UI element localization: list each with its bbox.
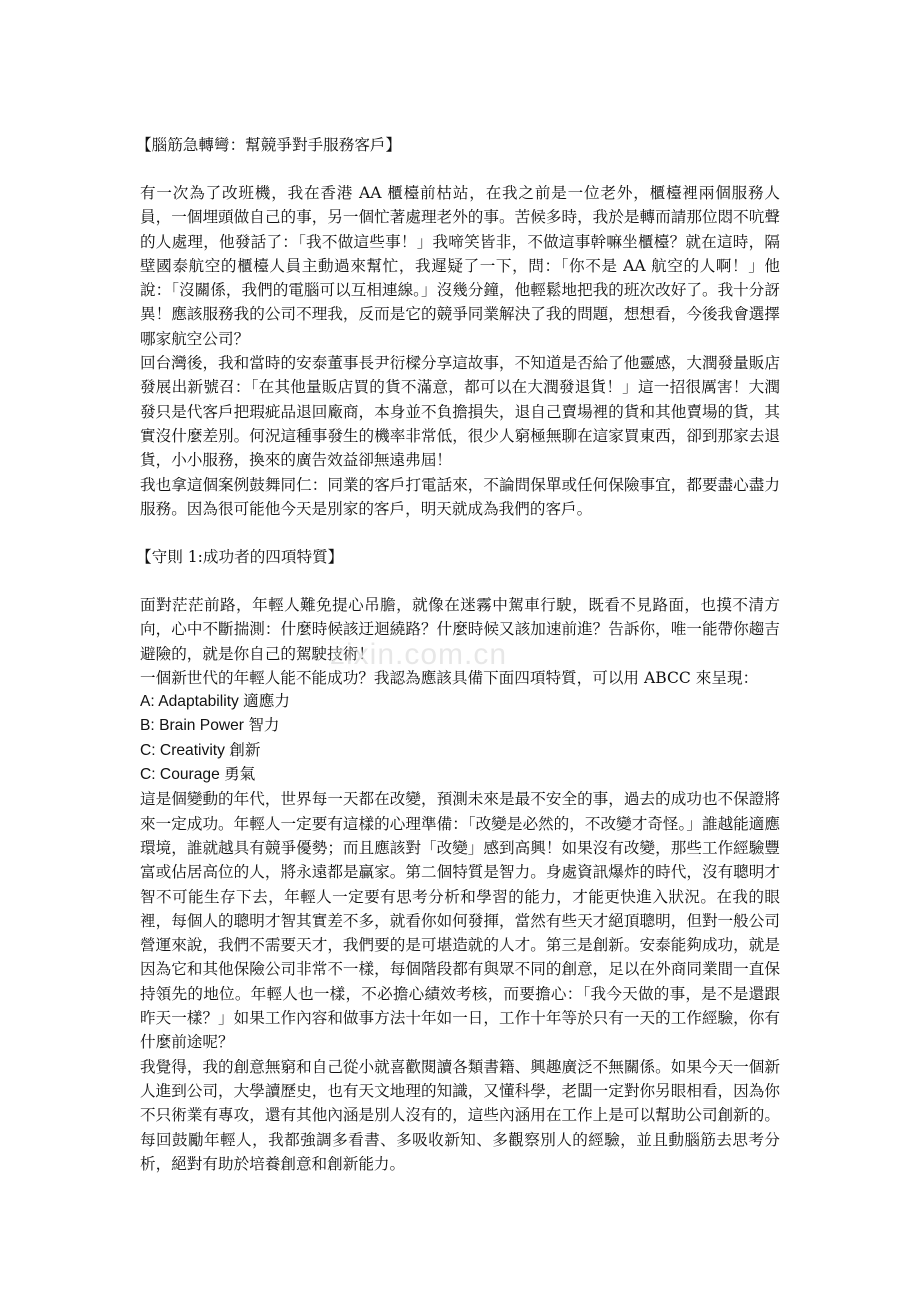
- paragraph: 有一次為了改班機，我在香港 AA 櫃檯前枯站，在我之前是一位老外，櫃檯裡兩個服務人員，一個埋頭做自己的事，另一個忙著處理老外的事。苦候多時，我於是轉而請那位悶不吭聲的人處理，他發話了：「我不做這些事！」我啼笑皆非，不做這事幹嘛坐櫃檯？就在這時，隔壁國泰航空的櫃檯人員主動過來幫忙，我遲疑了一下，問：「你不是 AA 航空的人啊！」他說：「沒關係，我們的電腦可以互相連線。」沒幾分鐘，他輕鬆地把我的班次改好了。我十分訝異！應該服務我的公司不理我，反而是它的競爭同業解決了我的問題，想想看，今後我會選擇哪家航空公司？: [140, 184, 780, 348]
- paragraph: 面對茫茫前路，年輕人難免提心吊膽，就像在迷霧中駕車行駛，既看不見路面，也摸不清方向，心中不斷揣測：什麼時候該迂迴繞路？什麼時候又該加速前進？告訴你，唯一能帶你趨吉避險的，就是你自己的駕駛技術！: [140, 596, 780, 663]
- trait-adaptability: A: Adaptability 適應力: [140, 693, 290, 711]
- watermark: zixin.com.cn: [330, 638, 508, 671]
- trait-creativity: C: Creativity 創新: [140, 741, 261, 759]
- section-heading-brain-teaser: 【腦筋急轉彎：幫競爭對手服務客戶】: [136, 136, 402, 154]
- paragraph: 我也拿這個案例鼓舞同仁：同業的客戶打電話來，不論問保單或任何保險事宜，都要盡心盡力服務。因為很可能他今天是別家的客戶，明天就成為我們的客戶。: [140, 475, 780, 518]
- section-body-brain-teaser: [140, 181, 780, 521]
- trait-brain-power: B: Brain Power 智力: [140, 717, 280, 735]
- paragraph: 這是個變動的年代，世界每一天都在改變，預測未來是最不安全的事，過去的成功也不保證將來一定成功。年輕人一定要有這樣的心理準備：「改變是必然的，不改變才奇怪。」誰越能適應環境，誰就越具有競爭優勢；而且應該對「改變」感到高興！如果沒有改變，那些工作經驗豐富或佔居高位的人，將永遠都是贏家。第二個特質是智力。身處資訊爆炸的時代，沒有聰明才智不可能生存下去，年輕人一定要有思考分析和學習的能力，才能更快進入狀況。在我的眼裡，每個人的聰明才智其實差不多，就看你如何發揮，當然有些天才絕頂聰明，但對一般公司營運來說，我們不需要天才，我們要的是可堪造就的人才。第三是創新。安泰能夠成功，就是因為它和其他保險公司非常不一樣，每個階段都有與眾不同的創意，足以在外商同業間一直保持領先的地位。年輕人也一樣，不必擔心績效考核，而要擔心：「我今天做的事，是不是還跟昨天一樣？」如果工作內容和做事方法十年如一日，工作十年等於只有一天的工作經驗，你有什麼前途呢？: [140, 790, 780, 1052]
- paragraph: 我覺得，我的創意無窮和自己從小就喜歡閱讀各類書籍、興趣廣泛不無關係。如果今天一個新人進到公司，大學讀歷史，也有天文地理的知識，又懂科學，老闆一定對你另眼相看，因為你不只術業有專攻，還有其他內涵是別人沒有的，這些內涵用在工作上是可以幫助公司創新的。每回鼓勵年輕人，我都強調多看書、多吸收新知、多觀察別人的經驗，並且動腦筋去思考分析，絕對有助於培養創意和創新能力。: [140, 1057, 780, 1173]
- trait-courage: C: Courage 勇氣: [140, 766, 256, 784]
- paragraph: 回台灣後，我和當時的安泰董事長尹衍樑分享這故事，不知道是否給了他靈感，大潤發量販店發展出新號召：「在其他量販店買的貨不滿意，都可以在大潤發退貨！」這一招很厲害！大潤發只是代客戶把瑕疵品退回廠商，本身並不負擔損失，退自己賣場裡的貨和其他賣場的貨，其實沒什麼差別。何況這種事發生的機率非常低，很少人窮極無聊在這家買東西，卻到那家去退貨，小小服務，換來的廣告效益卻無遠弗屆！: [140, 354, 780, 470]
- section-body-rule-1: [140, 593, 780, 1176]
- paragraph: 一個新世代的年輕人能不能成功？我認為應該具備下面四項特質，可以用 ABCC 來呈現：: [140, 668, 759, 687]
- section-heading-rule-1: 【守則 1:成功者的四項特質】: [136, 548, 344, 566]
